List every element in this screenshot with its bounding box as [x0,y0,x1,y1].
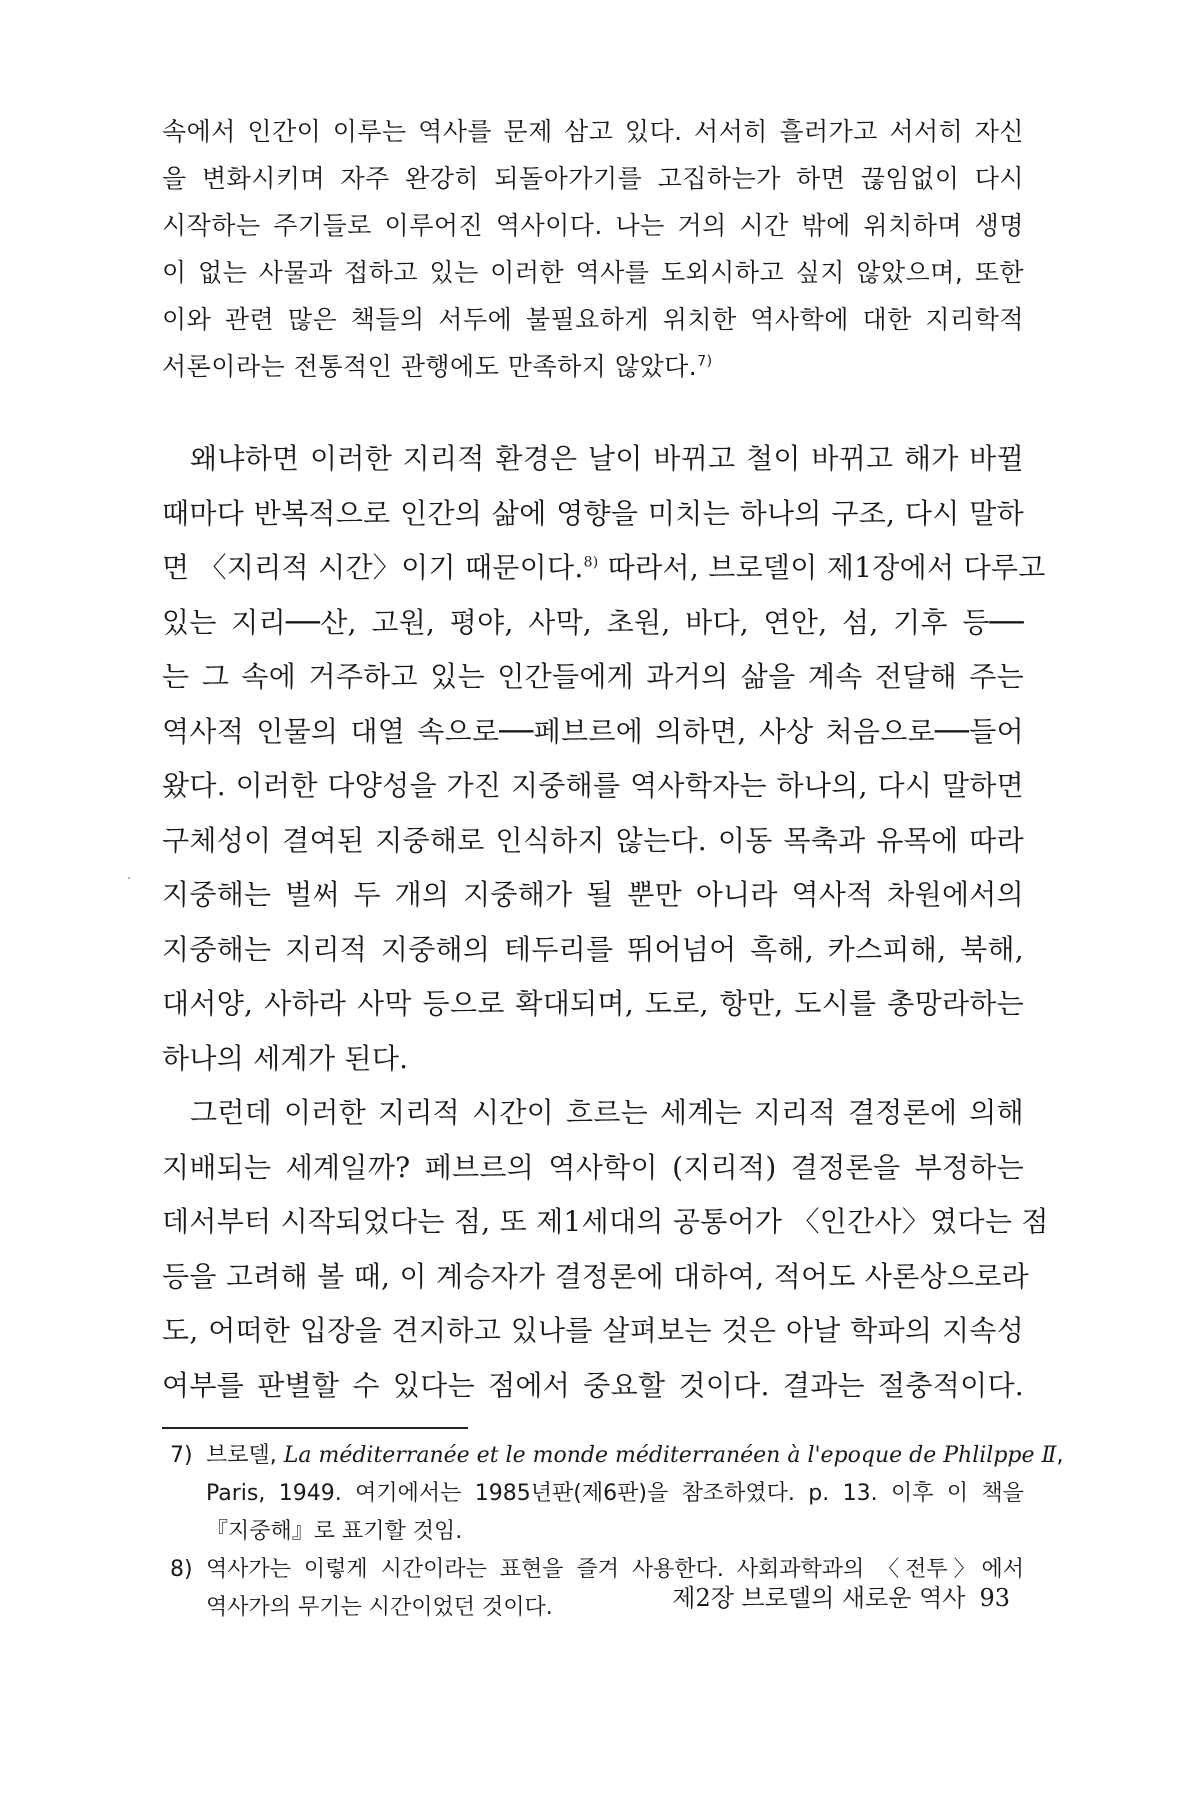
quote-line: 속에서 인간이 이루는 역사를 문제 삼고 있다. 서서히 흘러가고 서서히 자신 [162,117,1024,146]
paragraph-line-text: 면 〈지리적 시간〉이기 때문이다. [162,551,584,584]
scan-speck [128,877,130,879]
paragraph-line: 대서양, 사하라 사막 등으로 확대되며, 도로, 항만, 도시를 총망라하는 [162,987,1024,1020]
paragraph-line: 역사적 인물의 대열 속으로──페브르에 의하면, 사상 처음으로──들어 [162,714,1024,748]
paragraph-line: 지중해는 지리적 지중해의 테두리를 뛰어넘어 흑해, 카스피해, 북해, [162,932,1024,966]
footnote-7 [162,1437,1064,1551]
paragraph-line: 등을 고려해 볼 때, 이 계승자가 결정론에 대하여, 적어도 사론상으로라 [162,1259,1029,1293]
paragraph-line: 구체성이 결여된 지중해로 인식하지 않는다. 이동 목축과 유목에 따라 [162,823,1024,857]
footnote-mark-8: 8) [583,554,599,571]
footnote-number: 8) [170,1557,193,1582]
footnote-number: 7) [170,1443,193,1468]
paragraph-2 [162,1086,1049,1413]
quote-line: 이 없는 사물과 접하고 있는 이러한 역사를 도외시하고 싶지 않았으며, 또한 [162,258,1024,287]
paragraph-line: 지배되는 세계일까? 페브르의 역사학이 (지리적) 결정론을 부정하는 [162,1150,1024,1184]
footnote-line: Paris, 1949. 여기에서는 1985년판(제6판)을 참조하였다. p. 13. 이후 이 책을 [206,1481,1024,1506]
quote-line-last [162,343,1024,390]
paragraph-line: 때마다 반복적으로 인간의 삶에 영향을 미치는 하나의 구조, 다시 말하 [162,496,1024,530]
paragraph-line: 왔다. 이러한 다양성을 가진 지중해를 역사학자는 하나의, 다시 말하면 [162,769,1024,802]
footnote-book-title: La méditerranée et le monde méditerranéen à l'epoque de Phlilppe Ⅱ [283,1443,1057,1468]
quote-line: 을 변화시키며 자주 완강히 되돌아가기를 고집하는가 하면 끊임없이 다시 [162,164,1024,193]
block-quote [162,108,1024,390]
paragraph-line: 도, 어떠한 입장을 견지하고 있나를 살펴보는 것은 아날 학파의 지속성 [162,1314,1024,1347]
quote-line-text: 서론이라는 전통적인 관행에도 만족하지 않았다. [162,352,698,381]
footnote-line: 『지중해』로 표기할 것임. [206,1519,463,1544]
footnote-line [206,1437,1064,1475]
paragraph-line: 있는 지리──산, 고원, 평야, 사막, 초원, 바다, 연안, 섬, 기후 등── [162,605,1024,639]
footnote-punct: , [1056,1443,1064,1468]
footnote-mark-7: 7) [697,353,713,370]
book-page [162,108,1064,1627]
quote-line: 이와 관련 많은 책들의 서두에 불필요하게 위치한 역사학에 대한 지리학적 [162,305,1024,334]
footnote-divider [162,1427,468,1429]
running-footer [672,1578,1010,1613]
paragraph-line: 지중해는 벌써 두 개의 지중해가 될 뿐만 아니라 역사적 차원에서의 [162,878,1024,911]
quote-line: 시작하는 주기들로 이루어진 역사이다. 나는 거의 시간 밖에 위치하며 생명 [162,211,1024,240]
paragraph-line: 는 그 속에 거주하고 있는 인간들에게 과거의 삶을 계속 전달해 주는 [162,660,1024,693]
footnote-line: 역사가는 이렇게 시간이라는 표현을 즐겨 사용한다. 사회과학과의 〈전투〉에서 [206,1557,1024,1582]
paragraph-line: 여부를 판별할 수 있다는 점에서 중요할 것이다. 결과는 절충적이다. [162,1368,1024,1402]
paragraph-line: 왜냐하면 이러한 지리적 환경은 날이 바뀌고 철이 바뀌고 해가 바뀔 [190,442,1024,475]
page-number: 93 [979,1584,1010,1612]
paragraph-line: 그런데 이러한 지리적 시간이 흐르는 세계는 지리적 결정론에 의해 [190,1096,1024,1129]
footnote-line: 역사가의 무기는 시간이었던 것이다. [206,1595,553,1620]
paragraph-line-tail: 따라서, 브로델이 제1장에서 다루고 [598,551,1046,584]
running-title: 제2장 브로델의 새로운 역사 [672,1584,966,1612]
paragraph-line: 하나의 세계가 된다. [162,1041,409,1075]
footnote-author: 브로델, [206,1443,284,1468]
paragraph-line: 데서부터 시작되었다는 점, 또 제1세대의 공통어가 〈인간사〉였다는 점 [162,1205,1049,1238]
paragraph-1 [162,432,1046,1086]
paragraph-line-with-footnote [162,541,1046,596]
